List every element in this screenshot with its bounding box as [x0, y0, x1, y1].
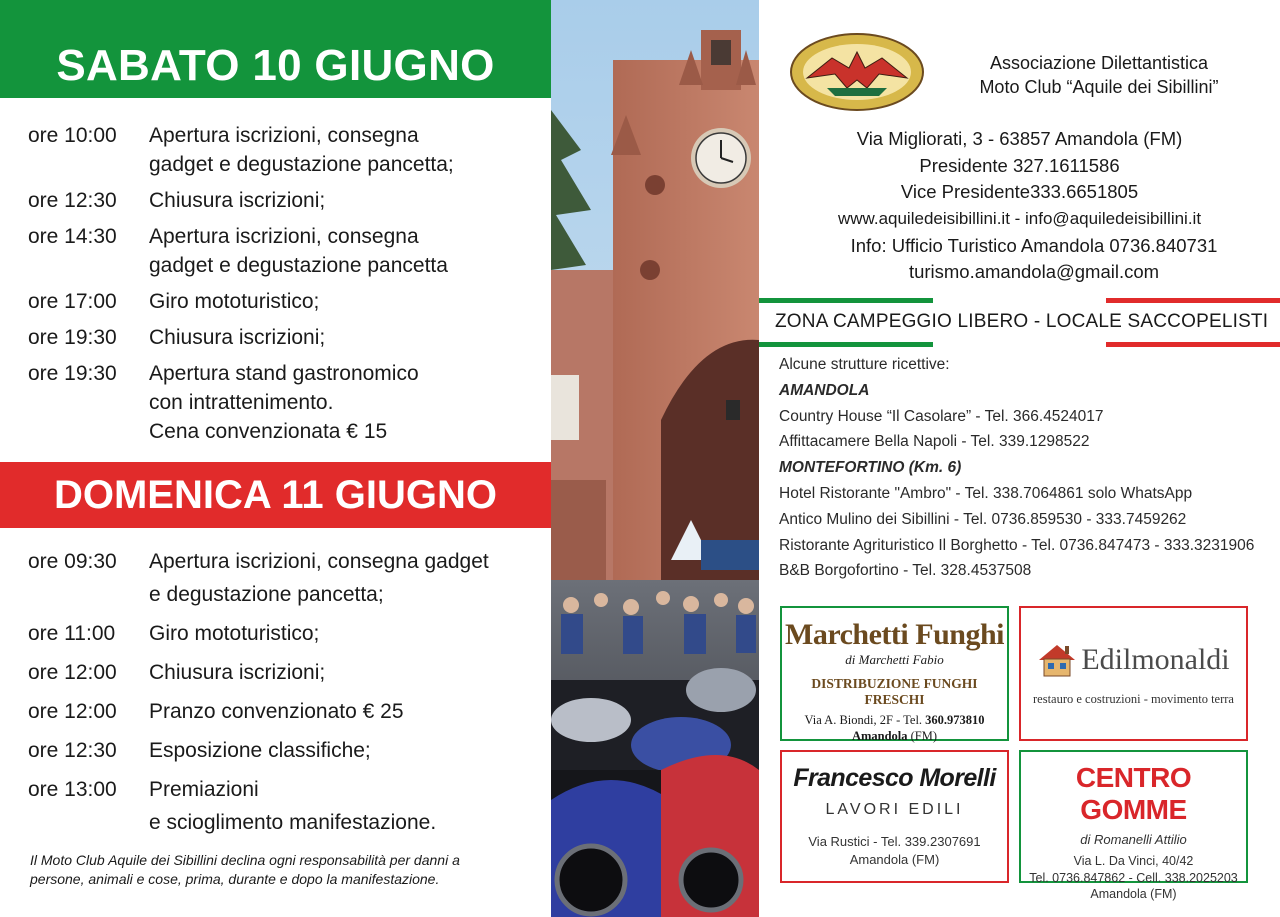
saturday-banner	[0, 0, 551, 98]
sponsor-address	[782, 833, 1007, 869]
club-name-line: Moto Club “Aquile dei Sibillini”	[979, 77, 1219, 97]
schedule-row	[0, 222, 551, 280]
schedule-description	[149, 656, 551, 689]
president-phone: Presidente 327.1611586	[919, 154, 1120, 176]
schedule-description	[149, 773, 551, 839]
schedule-row	[0, 734, 551, 767]
schedule-description	[149, 186, 551, 215]
sponsor-category: DISTRIBUZIONE FUNGHI FRESCHI	[811, 676, 978, 707]
saturday-title: SABATO 10 GIUGNO	[56, 41, 495, 90]
sponsor-phone: 360.973810	[925, 713, 985, 727]
schedule-description-line: Cena convenzionata € 15	[149, 420, 388, 443]
website-email: www.aquiledeisibillini.it - info@aquiledeisibillini.it	[837, 208, 1202, 228]
lodging-list	[779, 352, 1274, 584]
club-address: Via Migliorati, 3 - 63857 Amandola (FM)	[856, 128, 1183, 149]
sponsor-francesco-morelli	[780, 750, 1009, 883]
schedule-time: ore 10:00	[28, 124, 117, 147]
lodging-town: MONTEFORTINO (Km. 6)	[779, 459, 962, 477]
lodging-item: Affittacamere Bella Napoli - Tel. 339.1298522	[779, 433, 1090, 451]
sponsor-name-row	[1021, 642, 1246, 678]
schedule-row	[0, 121, 551, 179]
schedule-description	[149, 287, 551, 316]
disclaimer	[30, 851, 540, 889]
schedule-description-line: e scioglimento manifestazione.	[149, 811, 437, 834]
schedule-description	[149, 121, 551, 179]
club-contacts	[759, 126, 1280, 232]
schedule-row	[0, 617, 551, 650]
info-column	[759, 0, 1280, 917]
schedule-time: ore 13:00	[28, 778, 117, 801]
schedule-time: ore 12:00	[28, 700, 117, 723]
schedule-description	[149, 222, 551, 280]
schedule-description-line: Apertura stand gastronomico	[149, 362, 419, 385]
schedule-description-line: Apertura iscrizioni, consegna	[149, 225, 419, 248]
sponsor-owner: di Romanelli Attilio	[1080, 832, 1187, 847]
sponsor-name: Francesco Morelli	[793, 764, 996, 792]
schedule-description-line: Chiusura iscrizioni;	[149, 661, 326, 684]
schedule-description	[149, 323, 551, 352]
schedule-time: ore 12:30	[28, 189, 117, 212]
schedule-description-line: e degustazione pancetta;	[149, 583, 384, 606]
schedule-time: ore 09:30	[28, 550, 117, 573]
schedule-description-line: Pranzo convenzionato € 25	[149, 700, 404, 723]
schedule-description-line: Giro mototuristico;	[149, 290, 320, 313]
schedule-description	[149, 545, 551, 611]
lodging-item: Country House “Il Casolare” - Tel. 366.4524017	[779, 407, 1104, 425]
schedule-row	[0, 656, 551, 689]
lodging-intro: Alcune strutture ricettive:	[779, 356, 950, 373]
schedule-description-line: gadget e degustazione pancetta;	[149, 153, 454, 176]
schedule-description-line: Apertura iscrizioni, consegna	[149, 124, 419, 147]
schedule-time: ore 12:00	[28, 661, 117, 684]
schedule-description-line: gadget e degustazione pancetta	[149, 254, 448, 277]
moto-club-logo	[787, 30, 927, 114]
sunday-banner	[0, 462, 551, 528]
sponsor-address-text: Via A. Biondi, 2F - Tel.	[804, 713, 923, 727]
schedule-column	[0, 0, 551, 917]
schedule-time: ore 19:30	[28, 326, 117, 349]
camping-zone: ZONA CAMPEGGIO LIBERO - LOCALE SACCOPELISTI	[775, 311, 1269, 332]
tourist-office: Info: Ufficio Turistico Amandola 0736.840731	[850, 235, 1218, 256]
schedule-time: ore 14:30	[28, 225, 117, 248]
schedule-row	[0, 773, 551, 839]
schedule-row	[0, 287, 551, 316]
schedule-time: ore 17:00	[28, 290, 117, 313]
schedule-time: ore 12:30	[28, 739, 117, 762]
schedule-description-line: Premiazioni	[149, 778, 259, 801]
sponsor-town: Amandola (FM)	[1090, 887, 1177, 901]
schedule-description	[149, 695, 551, 728]
sponsor-address-text: Via Rustici - Tel. 339.2307691	[808, 834, 981, 849]
tourist-info	[799, 233, 1269, 285]
sponsor-address	[1021, 853, 1246, 903]
tricolor-stripe	[759, 342, 1280, 347]
schedule-description-line: con intrattenimento.	[149, 391, 334, 414]
schedule-description-line: Giro mototuristico;	[149, 622, 320, 645]
sponsor-name: Marchetti Funghi	[785, 618, 1004, 651]
lodging-item: Antico Mulino dei Sibillini - Tel. 0736.859530 - 333.7459262	[779, 510, 1187, 528]
sponsor-category: LAVORI EDILI	[825, 801, 964, 818]
schedule-row	[0, 545, 551, 611]
schedule-description-line: Chiusura iscrizioni;	[149, 189, 326, 212]
schedule-row	[0, 323, 551, 352]
schedule-description-line: Esposizione classifiche;	[149, 739, 371, 762]
club-name	[934, 51, 1264, 99]
schedule-time: ore 11:00	[28, 622, 116, 645]
sponsor-town: Amandola	[851, 729, 908, 743]
sponsor-owner: di Marchetti Fabio	[845, 652, 944, 667]
schedule-description-line: Apertura iscrizioni, consegna gadget	[149, 550, 489, 573]
schedule-description	[149, 359, 551, 446]
lodging-item: B&B Borgofortino - Tel. 328.4537508	[779, 562, 1032, 580]
sponsor-marchetti-funghi	[780, 606, 1009, 741]
sponsor-town: Amandola (FM)	[849, 852, 940, 867]
tricolor-stripe	[759, 298, 1280, 303]
schedule-row	[0, 186, 551, 215]
schedule-description	[149, 617, 551, 650]
sunday-title: DOMENICA 11 GIUGNO	[53, 472, 498, 517]
house-icon	[1037, 642, 1077, 678]
tourist-email: turismo.amandola@gmail.com	[908, 261, 1160, 282]
sponsor-name: Edilmonaldi	[1081, 643, 1230, 676]
sponsor-address	[782, 712, 1007, 744]
sponsor-address-text: Via L. Da Vinci, 40/42	[1073, 854, 1194, 868]
disclaimer-line: Il Moto Club Aquile dei Sibillini declina ogni responsabilità per danni a	[30, 852, 460, 868]
sponsor-edilmonaldi	[1019, 606, 1248, 741]
sponsor-province: (FM)	[910, 729, 938, 743]
lodging-item: Hotel Ristorante "Ambro" - Tel. 338.7064861 solo WhatsApp	[779, 484, 1193, 502]
lodging-item: Ristorante Agrituristico Il Borghetto - Tel. 0736.847473 - 333.3231906	[779, 536, 1255, 554]
sponsor-centro-gomme	[1019, 750, 1248, 901]
sponsor-name: CENTRO GOMME	[1075, 762, 1192, 825]
sponsor-services: restauro e costruzioni - movimento terra	[1033, 692, 1234, 706]
schedule-time: ore 19:30	[28, 362, 117, 385]
disclaimer-line: persone, animali e cose, prima, durante e dopo la manifestazione.	[30, 871, 440, 887]
schedule-row	[0, 359, 551, 446]
club-name-line: Associazione Dilettantistica	[989, 53, 1209, 73]
sunday-schedule	[0, 545, 551, 845]
vice-president-phone: Vice Presidente333.6651805	[900, 181, 1139, 202]
saturday-schedule	[0, 121, 551, 453]
sponsor-phones: Tel. 0736.847862 - Cell. 338.2025203	[1029, 870, 1238, 885]
town-photo	[551, 0, 759, 917]
schedule-row	[0, 695, 551, 728]
schedule-description	[149, 734, 551, 767]
schedule-description-line: Chiusura iscrizioni;	[149, 326, 326, 349]
lodging-town: AMANDOLA	[779, 381, 870, 399]
